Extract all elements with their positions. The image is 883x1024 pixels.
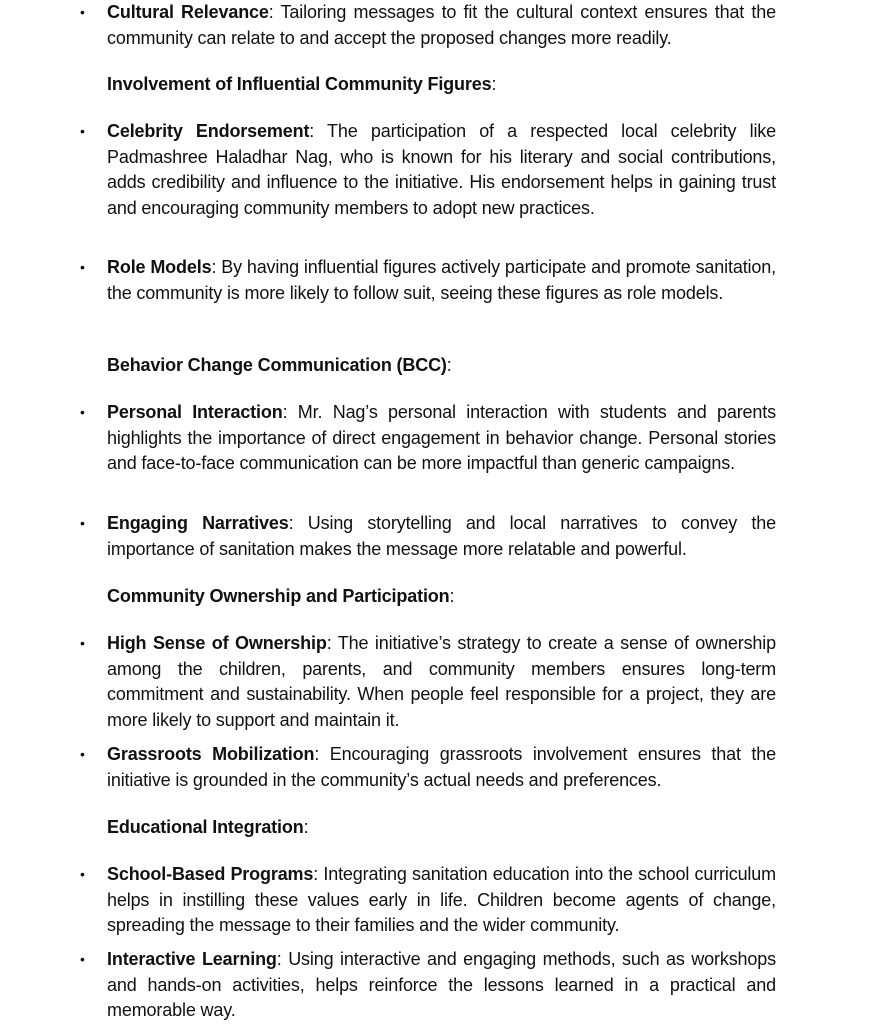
heading-suffix: :: [449, 586, 455, 606]
item-term: High Sense of Ownership: [107, 633, 327, 653]
item-text: : The participation of a respected local celebrity like Padmashree Haladhar Nag, who is known for his literary and social contributions, adds credibility and influence to the initiative. His endorsement helps in gaining trust and encouraging community members to adopt new practices.: [107, 121, 776, 218]
bullet-icon: •: [80, 404, 85, 420]
section-heading-influential-figures: [107, 72, 776, 98]
list-item-engaging-narratives: [80, 511, 777, 562]
bullet-icon: •: [80, 951, 85, 967]
bullet-icon: •: [80, 4, 85, 20]
list-item-school-based-programs: [80, 862, 776, 939]
item-text: : Integrating sanitation education into the school curriculum helps in instilling these values early in life. Children become agents of change, spreading the message to their families and the wider community.: [107, 864, 776, 935]
list-item-role-models: [80, 255, 776, 306]
bullet-icon: •: [80, 866, 85, 882]
bullet-icon: •: [80, 746, 85, 762]
bullet-icon: •: [80, 635, 85, 651]
list-item-high-sense-ownership: [80, 631, 776, 733]
bullet-icon: •: [80, 515, 85, 531]
item-text: : Encouraging grassroots involvement ensures that the initiative is grounded in the community’s actual needs and preferences.: [107, 744, 776, 790]
bullet-icon: •: [80, 123, 85, 139]
item-term: Personal Interaction: [107, 402, 283, 422]
section-heading-bcc: [107, 353, 776, 379]
list-item-cultural-relevance: [80, 0, 776, 51]
item-term: Cultural Relevance: [107, 2, 269, 22]
item-text: : Mr. Nag’s personal interaction with students and parents highlights the importance of direct engagement in behavior change. Personal stories and face-to-face communication can be more impactful than generic campaigns.: [107, 402, 776, 473]
item-term: Engaging Narratives: [107, 513, 289, 533]
heading-text: Behavior Change Communication (BCC): [107, 355, 447, 375]
section-heading-education: [107, 815, 776, 841]
item-term: Celebrity Endorsement: [107, 121, 310, 141]
heading-suffix: :: [491, 74, 497, 94]
item-term: Role Models: [107, 257, 212, 277]
item-text: : By having influential figures actively participate and promote sanitation, the community is more likely to follow suit, seeing these figures as role models.: [107, 257, 776, 303]
heading-text: Involvement of Influential Community Figures: [107, 74, 492, 94]
heading-suffix: :: [303, 817, 309, 837]
item-text: : Tailoring messages to fit the cultural context ensures that the community can relate to and accept the proposed changes more readily.: [107, 2, 776, 48]
list-item-interactive-learning: [80, 947, 776, 1024]
item-text: : The initiative’s strategy to create a sense of ownership among the children, parents, and community members ensures long-term commitment and sustainability. When people feel responsible for a project, they are more likely to support and maintain it.: [107, 633, 776, 730]
heading-suffix: :: [446, 355, 452, 375]
item-text: : Using interactive and engaging methods, such as workshops and hands-on activities, helps reinforce the lessons learned in a practical and memorable way.: [107, 949, 776, 1020]
item-term: School-Based Programs: [107, 864, 314, 884]
list-item-grassroots-mobilization: [80, 742, 776, 793]
heading-text: Educational Integration: [107, 817, 304, 837]
item-term: Grassroots Mobilization: [107, 744, 315, 764]
section-heading-ownership: [107, 584, 776, 610]
list-item-personal-interaction: [80, 400, 776, 477]
item-text: : Using storytelling and local narratives to convey the importance of sanitation makes the message more relatable and powerful.: [107, 513, 777, 559]
bullet-icon: •: [80, 259, 85, 275]
list-item-celebrity-endorsement: [80, 119, 776, 221]
heading-text: Community Ownership and Participation: [107, 586, 450, 606]
item-term: Interactive Learning: [107, 949, 277, 969]
